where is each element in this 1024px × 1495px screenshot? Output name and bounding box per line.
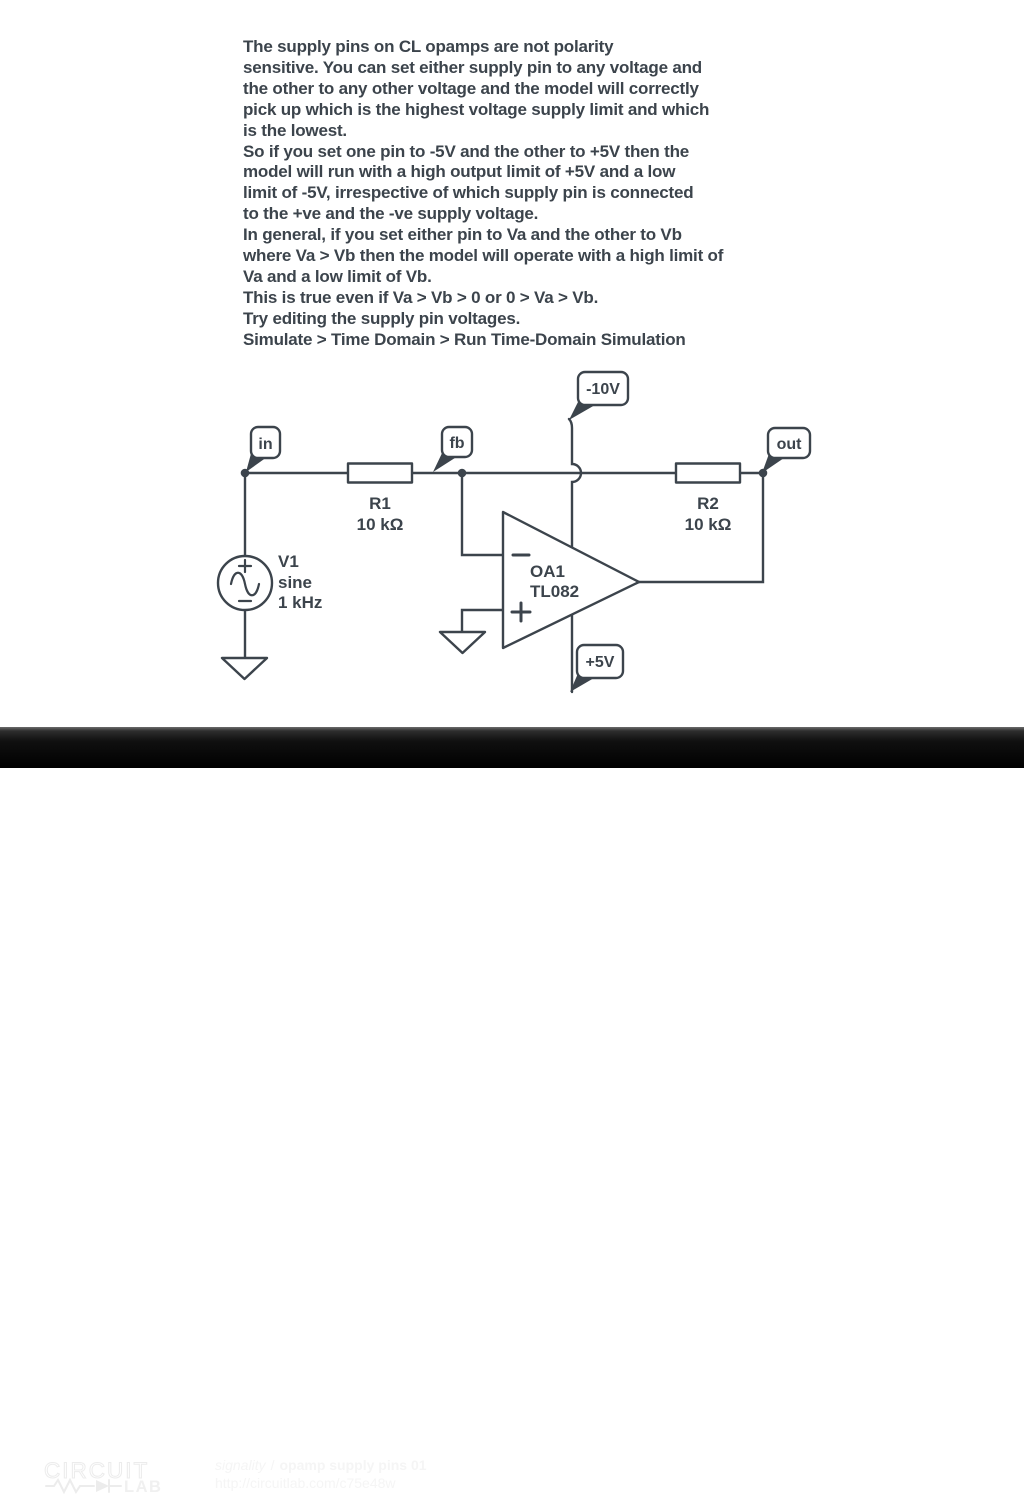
intro-line: where Va > Vb then the model will operate with a high limit of bbox=[243, 246, 724, 266]
net-flag-fb[interactable] bbox=[433, 427, 472, 472]
intro-line: The supply pins on CL opamps are not polarity bbox=[243, 37, 614, 56]
intro-line: limit of -5V, irrespective of which supply pin is connected bbox=[243, 183, 694, 203]
supply-label-negative: -10V bbox=[586, 381, 620, 398]
author-name[interactable]: signality bbox=[215, 1457, 266, 1473]
intro-line: This is true even if Va > Vb > 0 or 0 > Va > Vb. bbox=[243, 287, 599, 307]
intro-line: model will run with a high output limit of +5V and a low bbox=[243, 162, 676, 182]
net-label-in: in bbox=[258, 436, 273, 453]
footer-bar bbox=[0, 727, 1024, 1495]
r1-value-label: 10 kΩ bbox=[356, 515, 404, 534]
separator: / bbox=[270, 1457, 275, 1473]
logo-word-lab: LAB bbox=[124, 1478, 163, 1495]
wire-feedback[interactable] bbox=[462, 473, 506, 555]
v1-frequency-label: 1 kHz bbox=[278, 593, 323, 612]
attribution-line bbox=[215, 1457, 427, 1475]
resistor-r2[interactable] bbox=[676, 464, 740, 535]
intro-line: Simulate > Time Domain > Run Time-Domain Simulation bbox=[243, 329, 686, 349]
net-flag-in[interactable] bbox=[246, 427, 280, 472]
r2-name-label: R2 bbox=[697, 494, 719, 513]
voltage-source-v1[interactable] bbox=[218, 552, 322, 612]
ground-symbol-opamp[interactable] bbox=[440, 632, 485, 653]
v1-name-label: V1 bbox=[278, 552, 299, 571]
intro-line: Try editing the supply pin voltages. bbox=[243, 308, 521, 328]
circuit-title[interactable]: opamp supply pins 01 bbox=[279, 1457, 427, 1473]
resistor-body-icon[interactable] bbox=[348, 464, 412, 483]
circuitlab-logo[interactable] bbox=[43, 1458, 183, 1495]
intro-line: Va and a low limit of Vb. bbox=[243, 266, 432, 286]
intro-line: sensitive. You can set either supply pin to any voltage and bbox=[243, 57, 702, 77]
wire-noninverting-input[interactable] bbox=[462, 610, 506, 633]
junction-dot-fb bbox=[458, 469, 467, 478]
intro-line: is the lowest. bbox=[243, 120, 347, 140]
intro-line: to the +ve and the -ve supply voltage. bbox=[243, 204, 539, 224]
footer-credits bbox=[215, 1457, 427, 1492]
oa1-name-label: OA1 bbox=[530, 562, 565, 581]
circuit-url-link[interactable]: http://circuitlab.com/c75e48w bbox=[215, 1474, 396, 1491]
r2-value-label: 10 kΩ bbox=[684, 515, 732, 534]
logo-word-circuit: CIRCUIT bbox=[44, 1458, 150, 1483]
intro-line: In general, if you set either pin to Va and the other to Vb bbox=[243, 225, 682, 245]
intro-line: So if you set one pin to -5V and the other to +5V then the bbox=[243, 141, 690, 161]
supply-flag-positive[interactable] bbox=[570, 645, 623, 692]
net-flag-out[interactable] bbox=[762, 428, 810, 473]
v1-type-label: sine bbox=[278, 573, 313, 592]
wire-negative-supply[interactable] bbox=[569, 419, 581, 553]
oa1-model-label: TL082 bbox=[530, 582, 580, 601]
r1-name-label: R1 bbox=[369, 494, 391, 513]
supply-label-positive: +5V bbox=[585, 654, 615, 671]
intro-line: pick up which is the highest voltage supply limit and which bbox=[243, 99, 710, 119]
intro-line: the other to any other voltage and the model will correctly bbox=[243, 78, 699, 98]
supply-flag-negative[interactable] bbox=[569, 372, 628, 420]
resistor-body-icon[interactable] bbox=[676, 464, 740, 483]
net-label-out: out bbox=[776, 436, 802, 453]
ground-symbol-v1[interactable] bbox=[222, 658, 267, 679]
resistor-r1[interactable] bbox=[348, 464, 412, 535]
net-label-fb: fb bbox=[449, 435, 465, 452]
